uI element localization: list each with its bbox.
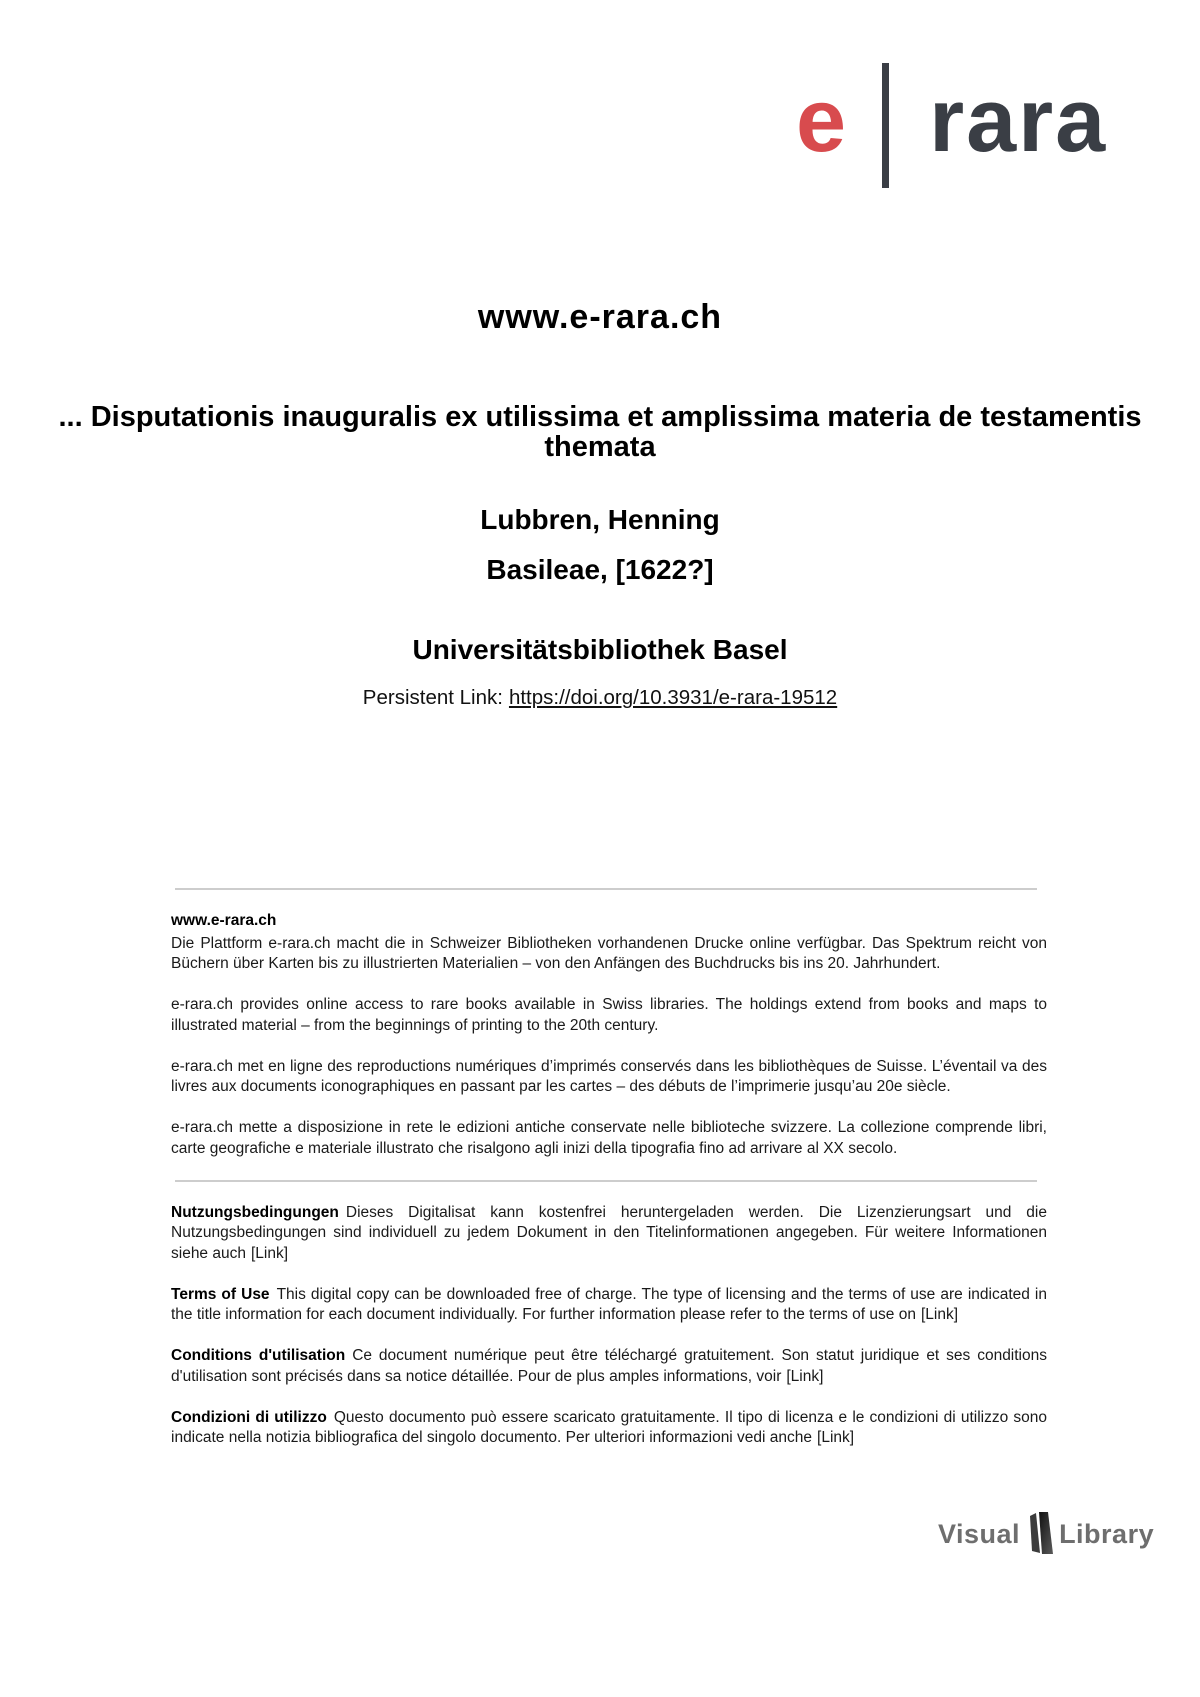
terms-paragraph-it — [171, 1408, 1047, 1449]
about-paragraph-it: e-rara.ch mette a disposizione in rete le edizioni antiche conservate nelle biblioteche svizzere. La collezione comprende libri, carte geografiche e materiale illustrato che risalgono agli inizi della tipografia fino ad arrivare al XX secolo. — [171, 1119, 1047, 1157]
terms-link-it[interactable]: [Link] — [817, 1429, 855, 1446]
persistent-link-label: Persistent Link: — [362, 686, 503, 709]
erara-logo-e-letter: e — [796, 70, 847, 171]
terms-lead-de: Nutzungsbedingungen — [171, 1203, 339, 1221]
about-paragraph-fr: e-rara.ch met en ligne des reproductions numériques d’imprimés conservés dans les bibliothèques de Suisse. L’éventail va des livres aux documents iconographiques en passant par les cartes – des débuts de l’imprimerie jusqu’au 20e siècle. — [171, 1057, 1047, 1095]
about-heading: www.e-rara.ch — [171, 912, 277, 929]
holding-library: Universitätsbibliothek Basel — [412, 634, 788, 665]
persistent-link-url[interactable]: https://doi.org/10.3931/e-rara-19512 — [508, 686, 838, 709]
terms-text-it: Questo documento può essere scaricato gratuitamente. Il tipo di licenza e le condizioni di utilizzo sono indicate nella notizia bibliografica del singolo documento. Per ulteriori informazioni vedi anche — [171, 1408, 1047, 1446]
terms-text-fr: Ce document numérique peut être téléchargé gratuitement. Son statut juridique et ses conditions d'utilisation sont précisés dans sa notice détaillée. Pour de plus amples informations, voir — [171, 1347, 1047, 1385]
document-imprint: Basileae, [1622?] — [486, 554, 714, 585]
persistent-link-line — [0, 686, 1200, 710]
terms-lead-fr: Conditions d'utilisation — [171, 1347, 346, 1364]
terms-paragraph-en — [171, 1285, 1047, 1326]
document-title-text: ... Disputationis inauguralis ex utilissima et amplissima materia de testamentis themata — [58, 401, 1142, 463]
terms-text-de: Dieses Digitalisat kann kostenfrei heruntergeladen werden. Die Lizenzierungsart und die Nutzungsbedingungen sind individuell zu jedem Dokument in den Titelinformationen angegeben. Für weitere Informationen siehe auch — [171, 1203, 1047, 1262]
site-heading: www.e-rara.ch — [477, 298, 723, 336]
visual-library-logo — [938, 1512, 1154, 1556]
erara-logo-divider-bar — [882, 63, 889, 188]
document-author: Lubbren, Henning — [480, 504, 720, 535]
section-divider-top — [175, 888, 1037, 890]
lower-text-section — [171, 884, 1047, 1449]
erara-logo — [796, 63, 1107, 188]
erara-logo-wordmark: rara — [929, 70, 1108, 171]
section-divider-terms — [175, 1180, 1037, 1182]
terms-paragraph-fr — [171, 1346, 1047, 1387]
about-paragraph-en: e-rara.ch provides online access to rare books available in Swiss libraries. The holdings extend from books and maps to illustrated material – from the beginnings of printing to the 20th century. — [171, 996, 1047, 1034]
visual-library-text-visual: Visual — [938, 1518, 1021, 1549]
document-title — [0, 402, 1200, 462]
terms-lead-en: Terms of Use — [171, 1285, 270, 1303]
terms-link-en[interactable]: [Link] — [920, 1306, 959, 1323]
about-paragraph-de: Die Plattform e-rara.ch macht die in Schweizer Bibliotheken vorhandenen Drucke online verfügbar. Das Spektrum reicht von Büchern über Karten bis zu illustrierten Materialien – von den Anfängen des Buchdrucks bis ins 20. Jahrhundert. — [171, 934, 1047, 972]
terms-link-fr[interactable]: [Link] — [786, 1367, 824, 1385]
terms-link-de[interactable]: [Link] — [250, 1244, 289, 1262]
terms-lead-it: Condizioni di utilizzo — [171, 1408, 327, 1426]
terms-text-en: This digital copy can be downloaded free of charge. The type of licensing and the terms of use are indicated in the title information for each document individually. For further information please refer to the terms of use on — [171, 1285, 1047, 1323]
terms-paragraph-de — [171, 1203, 1047, 1265]
visual-library-text-library: Library — [1059, 1518, 1155, 1549]
visual-library-icon — [1027, 1512, 1054, 1555]
